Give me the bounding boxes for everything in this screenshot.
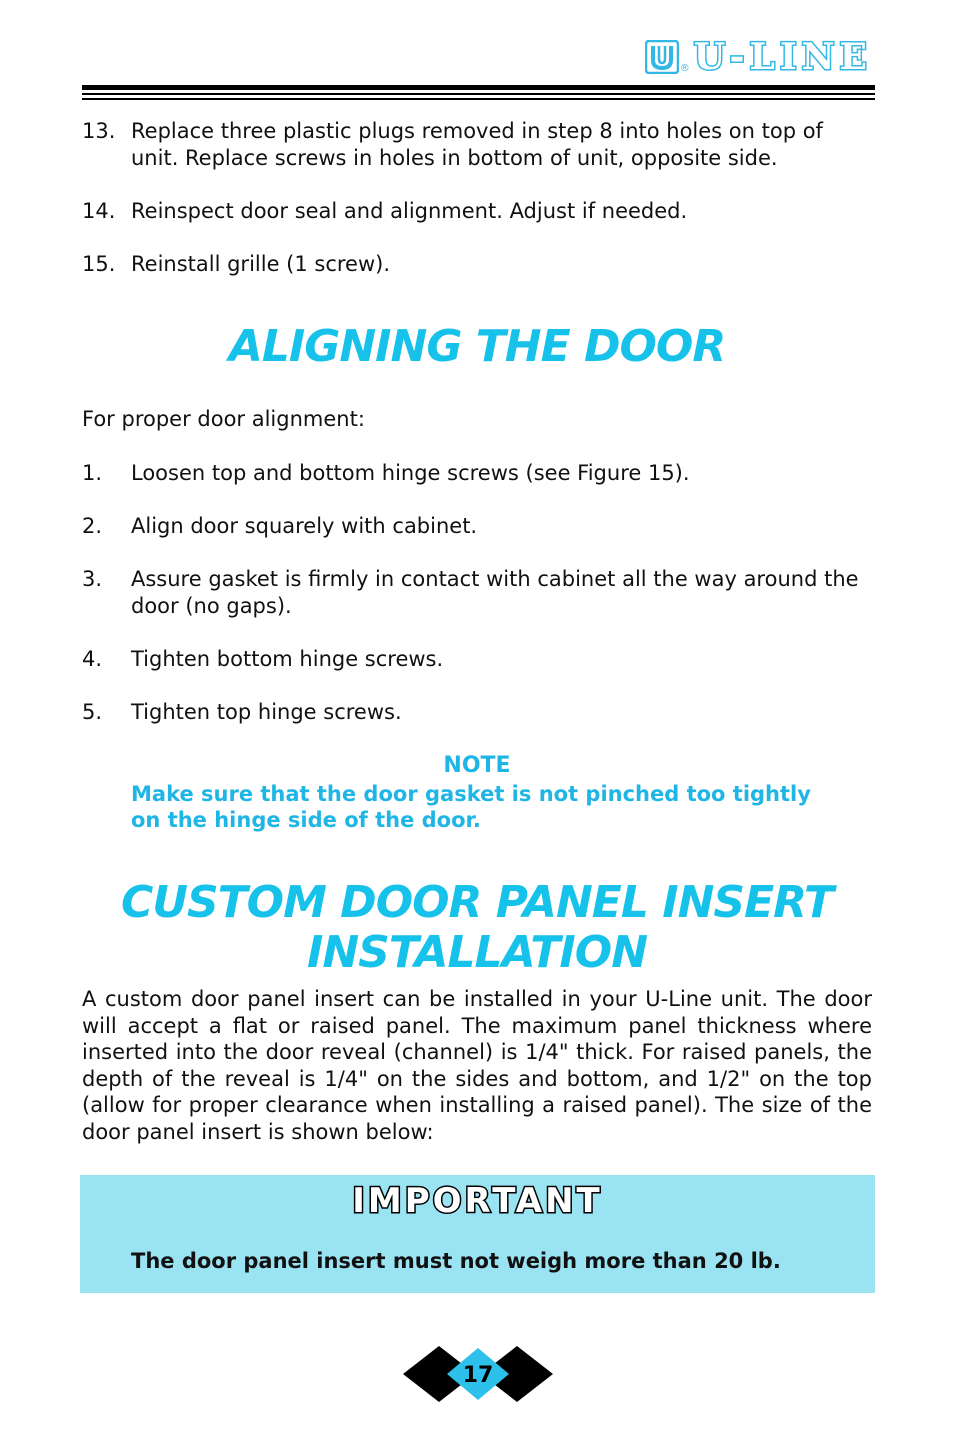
logo-wordmark: U-LINE <box>693 36 872 78</box>
section-intro: For proper door alignment: <box>82 407 365 431</box>
list-item <box>82 251 872 278</box>
list-item <box>82 198 872 225</box>
note-text: Make sure that the door gasket is not pinched too tightly on the hinge side of the door. <box>131 782 811 832</box>
u-line-logo-icon <box>645 40 679 74</box>
step-number: 4. <box>82 647 103 671</box>
step-text: Reinstall grille (1 screw). <box>131 252 391 276</box>
list-item <box>82 118 872 171</box>
step-number: 14. <box>82 199 116 223</box>
section-body: A custom door panel insert can be installed in your U-Line unit. The door will accept a flat or raised panel. The maximum panel thickness where inserted into the door reveal (channel) is 1/4" thick. For raised panels, the depth of the reveal is 1/4" on the sides and bottom, and 1/2" on the top (allow for proper clearance when installing a raised panel). The size of the door panel insert is shown below: <box>82 987 872 1144</box>
header-rule-thin <box>82 93 875 95</box>
registered-mark: ® <box>679 63 690 74</box>
step-number: 5. <box>82 700 103 724</box>
step-text: Loosen top and bottom hinge screws (see Figure 15). <box>131 461 690 485</box>
page-number: 17 <box>462 1363 494 1388</box>
step-number: 1. <box>82 461 103 485</box>
step-number: 3. <box>82 567 103 591</box>
step-text: Align door squarely with cabinet. <box>131 514 478 538</box>
section-heading-aligning-door: ALIGNING THE DOOR <box>228 321 726 372</box>
step-text: Tighten bottom hinge screws. <box>131 647 444 671</box>
list-item <box>82 513 872 540</box>
step-number: 15. <box>82 252 116 276</box>
header-rule-thick <box>82 85 875 90</box>
page-number-badge <box>401 1344 555 1404</box>
list-item <box>82 646 872 673</box>
step-number: 2. <box>82 514 103 538</box>
list-item <box>82 699 872 726</box>
important-text: The door panel insert must not weigh more than 20 lb. <box>131 1249 781 1273</box>
section-heading-custom-panel: CUSTOM DOOR PANEL INSERT <box>120 877 834 928</box>
header-rule-bottom <box>82 98 875 100</box>
step-text: Assure gasket is firmly in contact with cabinet all the way around the door (no gaps). <box>131 567 859 618</box>
step-text: Reinspect door seal and alignment. Adjust if needed. <box>131 199 688 223</box>
list-item <box>82 460 872 487</box>
brand-logo <box>645 36 872 78</box>
list-item <box>82 566 872 619</box>
step-text: Tighten top hinge screws. <box>131 700 402 724</box>
important-title: IMPORTANT <box>352 1181 603 1221</box>
note-title: NOTE <box>443 753 511 778</box>
step-text: Replace three plastic plugs removed in step 8 into holes on top of unit. Replace screws in holes in bottom of unit, opposite side. <box>131 119 823 170</box>
important-callout <box>80 1175 875 1293</box>
step-number: 13. <box>82 119 116 143</box>
section-heading-installation: INSTALLATION <box>306 927 648 978</box>
